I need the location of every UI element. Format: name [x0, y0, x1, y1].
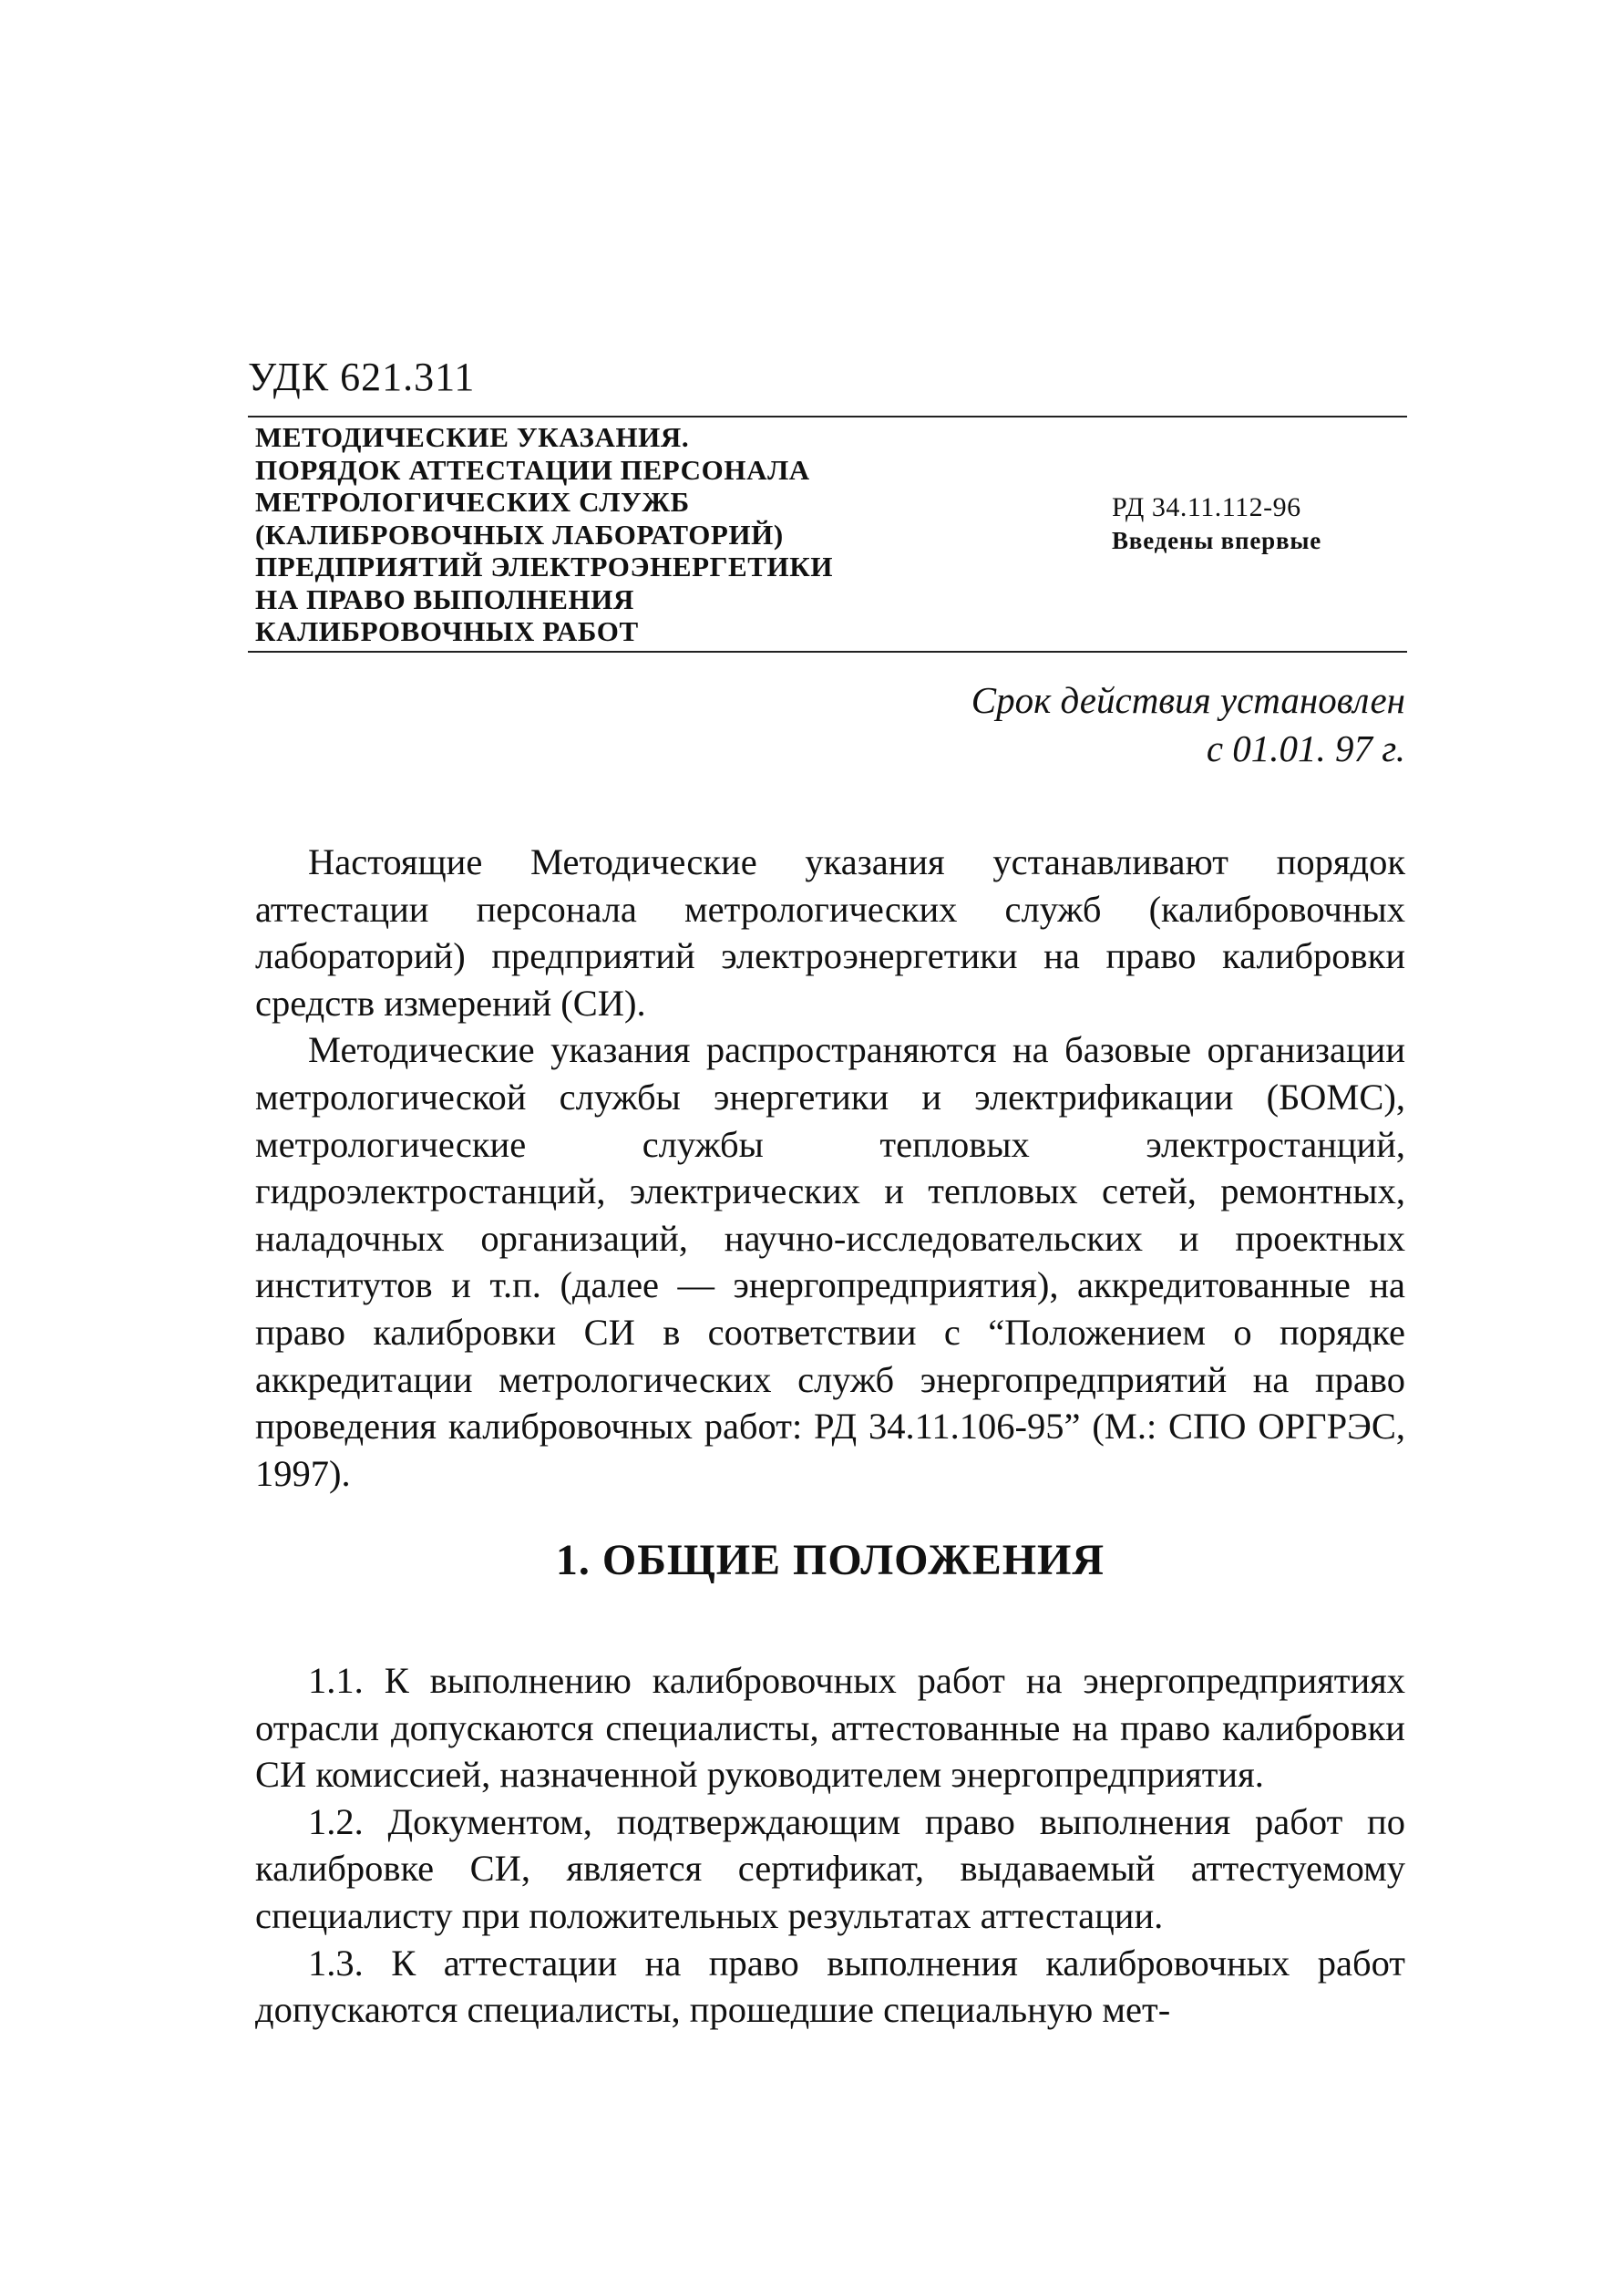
- document-title: [255, 421, 911, 648]
- validity-period: [971, 676, 1405, 773]
- paragraph: 1.2. Документом, подтверждающим право выполнения работ по калибровке СИ, является сертификат, выдаваемый аттестуемому специалисту при положительных результатах аттестации.: [255, 1800, 1405, 1936]
- title-line: ПРЕДПРИЯТИЙ ЭЛЕКТРОЭНЕРГЕТИКИ: [255, 551, 834, 582]
- header-rule-bottom: [248, 651, 1407, 653]
- title-line: ПОРЯДОК АТТЕСТАЦИИ ПЕРСОНАЛА: [255, 453, 810, 486]
- section-heading: 1. ОБЩИЕ ПОЛОЖЕНИЯ: [555, 1536, 1105, 1584]
- title-line: МЕТОДИЧЕСКИЕ УКАЗАНИЯ.: [255, 421, 690, 453]
- intro-text: [255, 839, 1405, 1497]
- title-line: НА ПРАВО ВЫПОЛНЕНИЯ: [255, 582, 634, 615]
- title-line: КАЛИБРОВОЧНЫХ РАБОТ: [255, 615, 639, 647]
- document-meta: [1112, 490, 1321, 558]
- paragraph: Настоящие Методические указания устанавливают порядок аттестации персонала метрологических служб (калибровочных лабораторий) предприятий электроэнергетики на право калибровки средств измерений (СИ).: [255, 841, 1405, 1024]
- paragraph: 1.1. К выполнению калибровочных работ на энергопредприятиях отрасли допускаются специалисты, аттестованные на право калибровки СИ комиссией, назначенной руководителем энергопредприятия.: [255, 1660, 1405, 1796]
- paragraph: Методические указания распространяются на базовые организации метрологической службы энергетики и электрификации (БОМС), метрологические службы тепловых электростанций, гидроэлектростанций, электрических и тепловых сетей, ремонтных, наладочных организаций, научно-исследовательских и проектных институтов и т.п. (далее — энергопредприятия), аккредитованные на право калибровки СИ в соответствии с “Положением о порядке аккредитации метрологических служб энергопредприятий на право проведения калибровочных работ: РД 34.11.106-95” (М.: СПО ОРГРЭС, 1997).: [255, 1029, 1405, 1494]
- section-text: [255, 1657, 1405, 2034]
- introduction-note: Введены впервые: [1112, 527, 1322, 554]
- paragraph: 1.3. К аттестации на право выполнения калибровочных работ допускаются специалисты, прошедшие специальную мет-: [255, 1942, 1405, 2031]
- title-line: (КАЛИБРОВОЧНЫХ ЛАБОРАТОРИЙ): [255, 518, 784, 551]
- header-rule-top: [248, 416, 1407, 417]
- title-line: МЕТРОЛОГИЧЕСКИХ СЛУЖБ: [255, 486, 690, 518]
- document-code: РД 34.11.112-96: [1112, 492, 1301, 522]
- validity-date: с 01.01. 97 г.: [1206, 727, 1405, 769]
- validity-line: Срок действия установлен: [971, 679, 1405, 721]
- udk-code: УДК 621.311: [248, 355, 476, 399]
